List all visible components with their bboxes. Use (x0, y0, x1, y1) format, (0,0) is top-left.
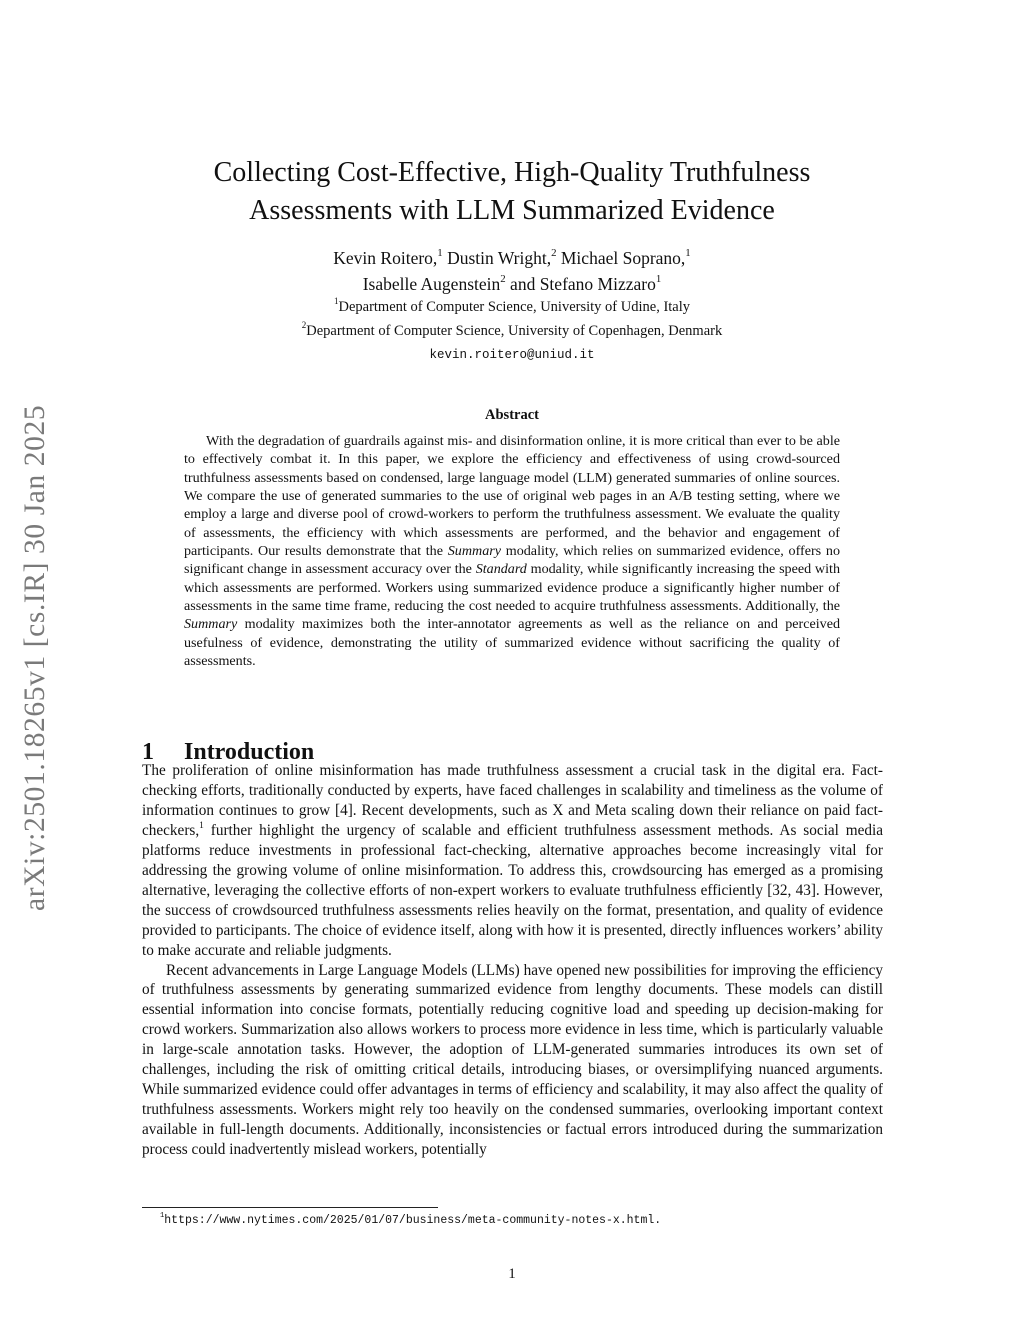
author-list (140, 245, 884, 297)
footnote-link[interactable]: https://www.nytimes.com/2025/01/07/business/meta-community-notes-x.html. (164, 1214, 662, 1227)
affiliation-mark: 1 (333, 296, 339, 307)
affiliation-mark: 2 (301, 320, 307, 331)
page-number: 1 (508, 1266, 516, 1282)
footnote-divider (142, 1207, 438, 1208)
authors-line-2 (140, 271, 884, 297)
authors-line-1 (140, 245, 884, 271)
footnote-number: 1 (160, 1212, 165, 1221)
abstract-emphasis-summary: Summary (184, 616, 238, 633)
abstract-emphasis-summary: Summary (447, 543, 501, 560)
authors-connector: and (510, 274, 536, 294)
section-number: 1 (142, 738, 154, 765)
contact-email: kevin.roitero@uniud.it (429, 348, 595, 362)
paragraph-text: further highlight the urgency of scalable and efficient truthfulness assessment methods. As social media platforms reduce investments in professional fact-checking, alternative approaches become increasingly vital for addressing the growing volume of online misinformation. To address this, crowdsourcing has emerged as a promising alternative, leveraging the collective efforts of non-expert workers to evaluate truthfulness efficiently [32, 43]. However, the success of crowdsourced truthfulness assessments relies heavily on the format, presentation, and quality of evidence provided to participants. The choice of evidence itself, along with how it is presented, directly influences workers’ ability to make accurate and reliable judgments. (142, 821, 883, 959)
author-name: Isabelle Augenstein (362, 274, 501, 294)
intro-paragraph-2: Recent advancements in Large Language Models (LLMs) have opened new possibilities for improving the efficiency of truthfulness assessments by generating summarized evidence from lengthy documents. These models can distill essential information into concise formats, potentially reducing cognitive load and speeding up decision-making for crowd workers. Summarization also allows workers to process more evidence in less time, which is particularly valuable in large-scale annotation tasks. However, the adoption of LLM-generated summaries introduces its own set of challenges, including the risk of omitting critical details, introducing biases, or oversimplifying nuanced arguments. While summarized evidence could offer advantages in terms of efficiency and scalability, it may also affect the quality of truthfulness assessments. Workers might rely too heavily on the condensed summaries, overlooking important context available in full-length documents. Additionally, inconsistencies or factual errors introduced during the summarization process could inadvertently mislead workers, potentially (142, 961, 883, 1159)
author-name: Stefano Mizzaro (539, 274, 656, 294)
footnote (160, 1212, 661, 1230)
paper-title (140, 154, 884, 230)
author-affil-mark: 1 (655, 273, 662, 286)
intro-paragraph-1 (142, 761, 883, 961)
paragraph-text: The proliferation of online misinformation has made truthfulness assessment a crucial task in the digital era. Fact-checking efforts, traditionally conducted by experts, have faced challenges in scalability and timeliness as the volume of information continues to grow [4]. Recent developments, such as X and Meta scaling down their reliance on paid fact-checkers, (142, 762, 883, 839)
abstract-part: With the degradation of guardrails against mis- and disinformation online, it is more critical than ever to be able to effectively combat it. In this paper, we explore the efficiency and effectiveness of using crowd-sourced truthfulness assessments based on condensed, large language model (LLM) generated summaries of online sources. We compare the use of generated summaries to the use of original web pages in an A/B testing setting, where we employ a large and diverse pool of crowd-workers to perform the truthfulness assessment. We evaluate the quality of assessments, the efficiency with which assessments are performed, and the behavior and engagement of participants. Our results demonstrate that the (184, 433, 840, 560)
author-affil-mark: 1 (685, 247, 691, 260)
author-affil-mark: 2 (551, 247, 557, 260)
author-name: Michael Soprano, (560, 248, 686, 268)
title-line-2: Assessments with LLM Summarized Evidence (249, 195, 775, 226)
author-affil-mark: 1 (437, 247, 443, 260)
section-title: Introduction (184, 738, 315, 765)
arxiv-identifier-stamp: arXiv:2501.18265v1 [cs.IR] 30 Jan 2025 (19, 404, 51, 912)
abstract-part: modality, which relies on summarized evidence, offers no significant change in assessment accuracy over the (184, 543, 840, 578)
author-name: Kevin Roitero, (333, 248, 438, 268)
affiliation-text: Department of Computer Science, University of Copenhagen, Denmark (306, 323, 723, 339)
affiliation-1 (140, 297, 884, 317)
abstract-part: modality maximizes both the inter-annotator agreements as well as the reliance on and perceived usefulness of evidence, demonstrating the utility of summarized evidence without sacrificing the quality of assessments. (184, 616, 840, 670)
footnote-mark: 1 (199, 820, 204, 831)
abstract-emphasis-standard: Standard (475, 561, 527, 578)
abstract-text (184, 432, 840, 670)
author-affil-mark: 2 (500, 273, 506, 286)
affiliation-text: Department of Computer Science, University of Udine, Italy (338, 299, 691, 315)
abstract-heading: Abstract (485, 407, 539, 423)
abstract-part: modality, while significantly increasing the speed with which assessments are performed. Workers using summarized evidence produce a significantly higher number of assessments in the same time frame, reducing the cost needed to acquire truthfulness assessments. Additionally, the (184, 561, 840, 615)
affiliation-2 (140, 321, 884, 341)
introduction-body (142, 761, 883, 1160)
title-line-1: Collecting Cost-Effective, High-Quality Truthfulness (213, 157, 811, 188)
author-name: Dustin Wright, (447, 248, 552, 268)
